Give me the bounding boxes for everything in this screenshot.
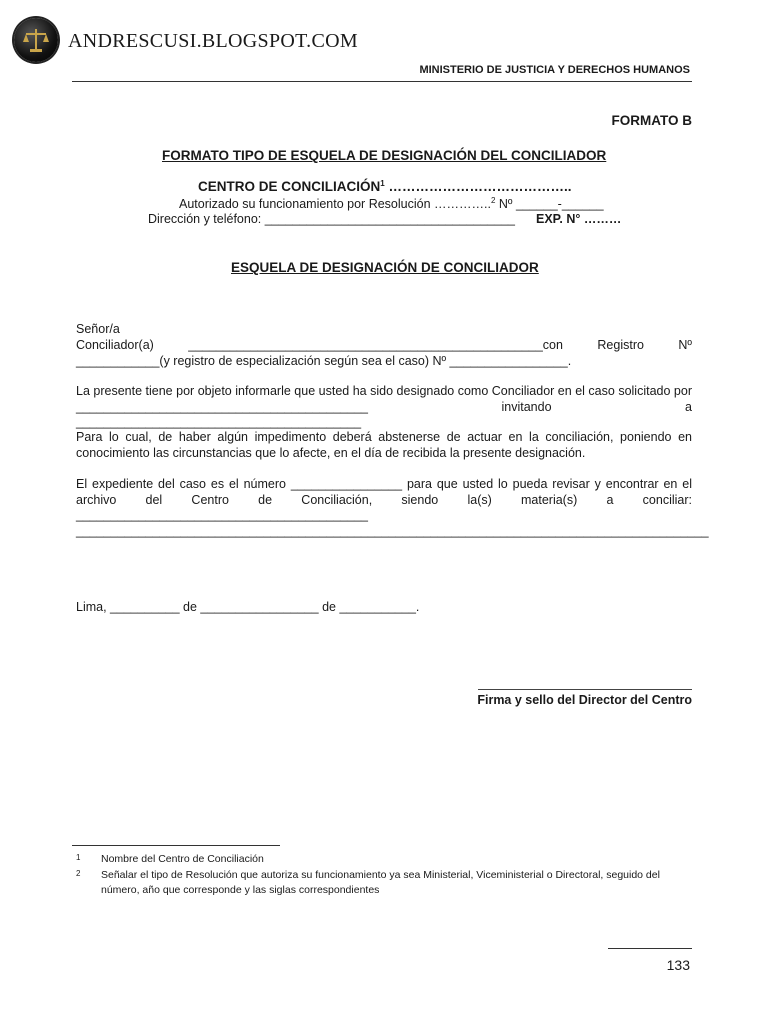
signature-label: Firma y sello del Director del Centro — [477, 693, 692, 707]
letter-subtitle: ESQUELA DE DESIGNACIÓN DE CONCILIADOR — [231, 260, 539, 275]
authorization-line: Autorizado su funcionamiento por Resolución …………..$^2$ Nº ______-______ — [179, 196, 604, 211]
blog-title: ANDRESCUSI.BLOGSPOT.COM — [68, 30, 358, 52]
document-title: FORMATO TIPO DE ESQUELA DE DESIGNACIÓN DEL CONCILIADOR — [162, 148, 607, 163]
expedient-number: EXP. N° ……… — [536, 212, 622, 226]
header-rule — [72, 81, 692, 82]
signature-line — [478, 689, 692, 690]
ministry-header: MINISTERIO DE JUSTICIA Y DERECHOS HUMANOS — [419, 64, 690, 76]
address-line: Dirección y teléfono: ____________________________________ — [148, 212, 515, 226]
place-date-line: Lima, __________ de _________________ de ___________. — [76, 600, 420, 614]
impediment-paragraph: Para lo cual, de haber algún impedimento deberá abstenerse de actuar en la conciliación, poniendo en conocimiento las circunstancias que lo afecte, en el día de recibida la presente designación. — [76, 430, 692, 460]
conciliator-paragraph: Conciliador(a) ___________________________________________________con Registro Nº ____________(y registro de especialización según sea el caso) Nº _________________. — [76, 338, 692, 368]
page-number-rule — [608, 948, 692, 949]
notice-paragraph: La presente tiene por objeto informarle que usted ha sido designado como Conciliador en el caso solicitado por __________________________________________ invitando a _________________________________________ — [76, 384, 692, 429]
format-label: FORMATO B — [611, 113, 692, 128]
salutation: Señor/a — [76, 322, 120, 336]
page-number: 133 — [666, 957, 690, 973]
centro-line: CENTRO DE CONCILIACIÓN$^1$ ………………………………….. — [198, 179, 572, 194]
blog-logo — [14, 18, 58, 62]
scales-of-justice-icon — [20, 24, 52, 56]
footnote-rule — [72, 845, 280, 846]
case-file-paragraph: El expediente del caso es el número ________________ para que usted lo pueda revisar y encontrar en el archivo del Centro de Conciliación, siendo la(s) materia(s) a conciliar: __________________________________________ ___________________________________________________________________________________________ — [76, 477, 709, 538]
